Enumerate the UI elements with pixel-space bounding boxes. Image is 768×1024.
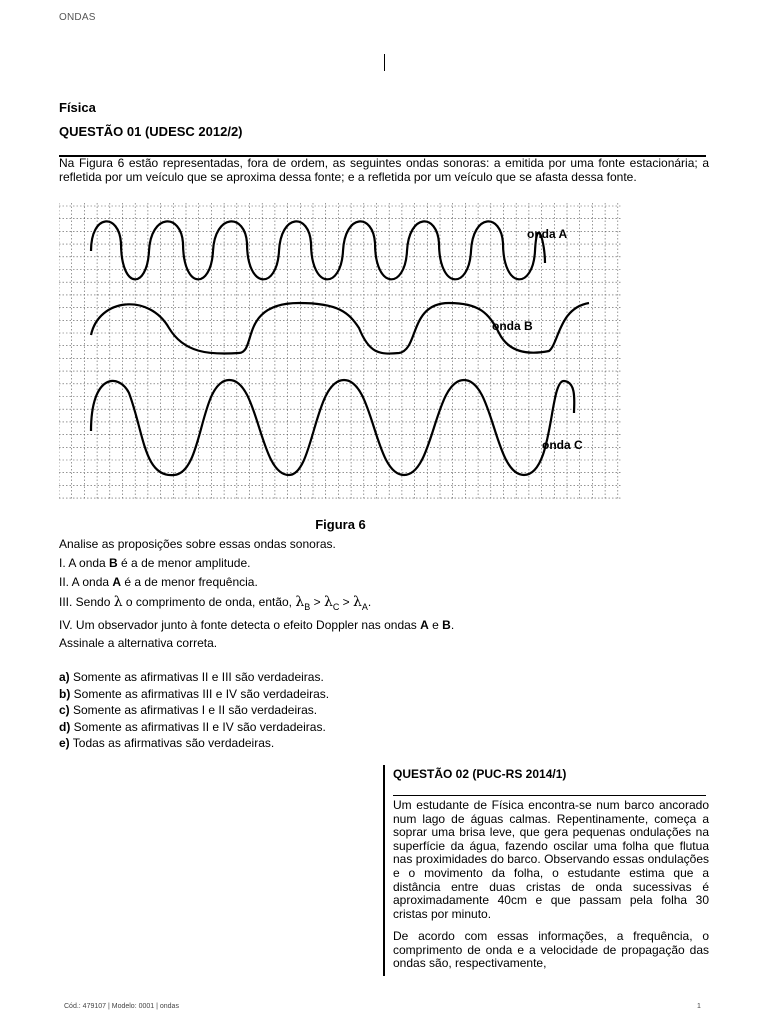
question-2-title: QUESTÃO 02 (PUC-RS 2014/1) — [393, 767, 567, 781]
option-a[interactable]: a) Somente as afirmativas II e III são verdadeiras. — [59, 670, 324, 684]
lambda-symbol: λ — [113, 594, 123, 610]
option-e[interactable]: e) Todas as afirmativas são verdadeiras. — [59, 736, 275, 750]
option-c[interactable]: c) Somente as afirmativas I e II são verdadeiras. — [59, 703, 318, 717]
wave-c-label: onda C — [542, 438, 583, 452]
statement-4: IV. Um observador junto à fonte detecta o efeito Doppler nas ondas A e B. — [59, 618, 455, 632]
wave-a-label: onda A — [527, 227, 568, 241]
question-2-paragraph-1: Um estudante de Física encontra-se num barco ancorado num lago de águas calmas. Repentinamente, começa a soprar uma brisa leve, que gera pequenas ondulações na superfície da água, fazendo oscilar uma folha que flutua nas proximidades do barco. Observando essas ondulações e o movimento da folha, o estudante estima que a distância entre duas cristas de onda sucessivas é aproximadamente 40cm e que passam pela folha 30 cristas por minuto. — [393, 798, 709, 921]
question-1-intro: Na Figura 6 estão representadas, fora de ordem, as seguintes ondas sonoras: a emitida por uma fonte estacionária; a refletida por um veículo que se aproxima dessa fonte; e a refletida por um veículo que se afasta dessa fonte. — [59, 156, 709, 184]
instruction-text: Assinale a alternativa correta. — [59, 636, 218, 650]
subject-heading: Física — [59, 100, 96, 115]
page-number: 1 — [697, 1003, 701, 1010]
running-header: ONDAS — [59, 12, 96, 23]
question-2-rule — [393, 795, 706, 796]
question-1-title: QUESTÃO 01 (UDESC 2012/2) — [59, 124, 243, 139]
statement-3: III. Sendo λ o comprimento de onda, então, $\lambda_B > \lambda_C > \lambda_A$. — [59, 594, 372, 612]
prompt-text: Analise as proposições sobre essas ondas sonoras. — [59, 537, 336, 551]
wave-b-label: onda B — [492, 319, 533, 333]
statement-2: II. A onda A é a de menor frequência. — [59, 575, 258, 589]
question-2-paragraph-2: De acordo com essas informações, a frequência, o comprimento de onda e a velocidade de propagação das ondas são, respectivamente, — [393, 929, 709, 971]
statement-1: I. A onda B é a de menor amplitude. — [59, 556, 251, 570]
column-marker — [384, 54, 385, 71]
wave-c-curve — [91, 380, 574, 475]
option-d[interactable]: d) Somente as afirmativas II e IV são verdadeiras. — [59, 720, 326, 734]
figure-grid — [59, 203, 621, 499]
wave-a-curve — [91, 221, 545, 279]
figure-caption: Figura 6 — [315, 517, 366, 532]
footer-meta: Cód.: 479107 | Modelo: 0001 | ondas — [64, 1003, 179, 1010]
option-b[interactable]: b) Somente as afirmativas III e IV são verdadeiras. — [59, 687, 330, 701]
question-2-column-bar — [383, 765, 385, 976]
figure-6-waves — [59, 203, 629, 503]
